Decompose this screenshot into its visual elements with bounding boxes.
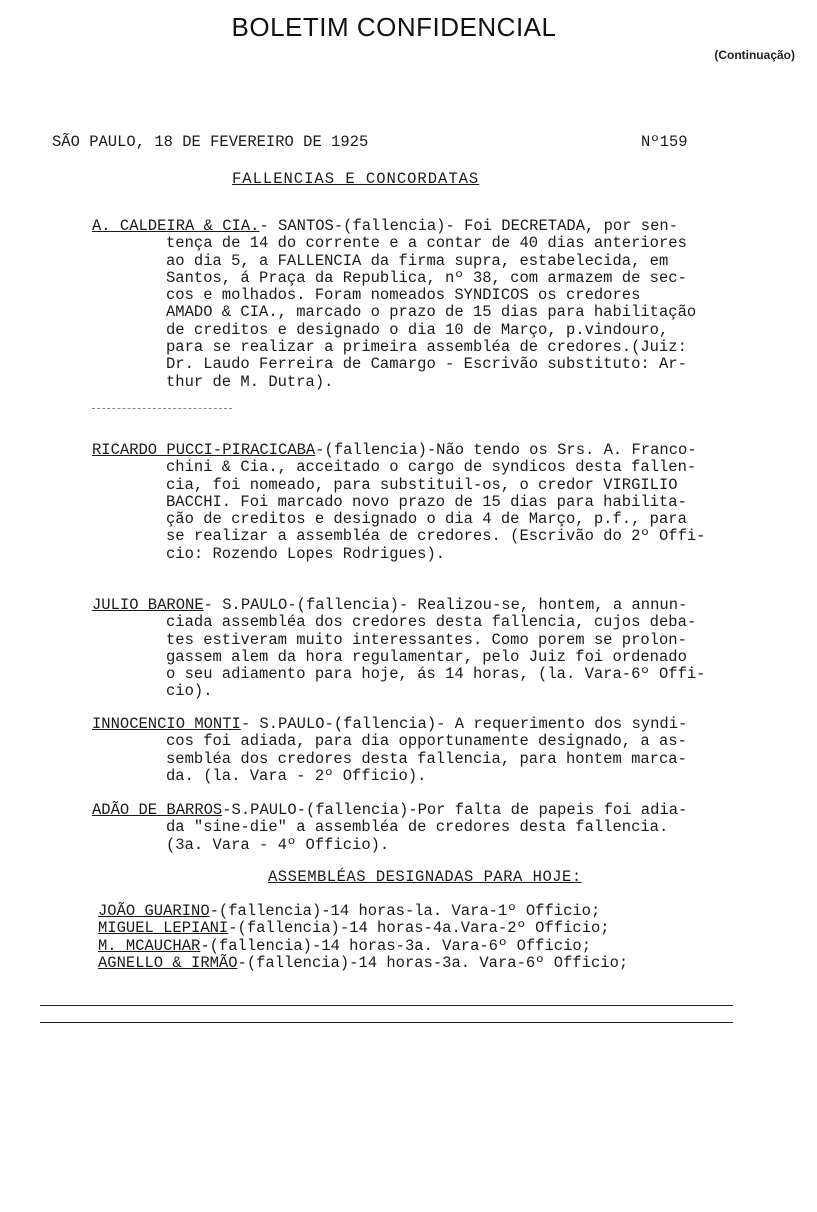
entry-barros xyxy=(92,802,774,854)
entry-barone xyxy=(92,597,774,701)
list-item xyxy=(98,938,628,955)
entry-line: cos foi adiada, para dia opportunamente designado, a as- xyxy=(166,732,687,751)
section-heading: FALLENCIAS E CONCORDATAS xyxy=(232,170,480,188)
entry-line: BACCHI. Foi marcado novo prazo de 15 dias para habilita- xyxy=(166,492,687,511)
entry-line: ciada assembléa dos credores desta fallencia, cujos deba- xyxy=(166,613,697,632)
entry-line: ao dia 5, a FALLENCIA da firma supra, estabelecida, em xyxy=(166,251,669,270)
assembly-detail: -(fallencia)-14 horas-4a.Vara-2º Officio; xyxy=(228,919,610,938)
entry-line: para se realizar a primeira assembléa de credores.(Juiz: xyxy=(166,338,687,357)
entry-lead: - S.PAULO-(fallencia)- Realizou-se, hontem, a annun- xyxy=(203,596,688,614)
entry-line: (3a. Vara - 4º Officio). xyxy=(166,835,390,854)
entry-name: ADÃO DE BARROS xyxy=(92,801,223,819)
entry-line: de creditos e designado o dia 10 de Março, p.vindouro, xyxy=(166,320,669,339)
assembly-name: JOÃO GUARINO xyxy=(98,902,210,920)
entry-line: cos e molhados. Foram nomeados SYNDICOS os credores xyxy=(166,286,641,305)
entry-line: sembléa dos credores desta fallencia, para hontem marca- xyxy=(166,749,687,768)
entry-line: da "sine-die" a assembléa de credores desta fallencia. xyxy=(166,818,669,837)
entry-pucci xyxy=(92,442,774,563)
entry-line: thur de M. Dutra). xyxy=(166,372,334,391)
assembly-detail: -(fallencia)-14 horas-3a. Vara-6º Officio; xyxy=(200,936,591,955)
assemblies-list xyxy=(98,903,628,972)
entry-line: cia, foi nomeado, para substituil-os, o credor VIRGILIO xyxy=(166,475,678,494)
entry-line: ção de creditos e designado o dia 4 de Março, p.f., para xyxy=(166,510,687,529)
entry-name: A. CALDEIRA & CIA. xyxy=(92,217,260,235)
entry-line: cio: Rozendo Lopes Rodrigues). xyxy=(166,544,446,563)
issue-number: Nº159 xyxy=(641,133,688,151)
bottom-rule-top xyxy=(40,1005,733,1006)
entry-line: tes estiveram muito interessantes. Como porem se prolon- xyxy=(166,630,687,649)
entry-lead: - S.PAULO-(fallencia)- A requerimento dos syndi- xyxy=(240,715,688,733)
list-item xyxy=(98,955,628,972)
entry-line: se realizar a assembléa de credores. (Escrivão do 2º Offi- xyxy=(166,527,706,546)
entry-lead: - SANTOS-(fallencia)- Foi DECRETADA, por sen- xyxy=(259,217,679,235)
assembly-name: MIGUEL LEPIANI xyxy=(98,919,229,938)
assemblies-heading: ASSEMBLÉAS DESIGNADAS PARA HOJE: xyxy=(268,868,582,886)
entry-monti xyxy=(92,716,774,785)
entry-lead: -(fallencia)-Não tendo os Srs. A. Franco- xyxy=(315,441,697,459)
entry-line: gassem alem da hora regulamentar, pelo Juiz foi ordenado xyxy=(166,647,687,666)
entry-line: cio). xyxy=(166,682,213,701)
entry-caldeira xyxy=(92,218,774,391)
assembly-detail: -(fallencia)-14 horas-la. Vara-1º Officio; xyxy=(209,902,601,920)
dateline: SÃO PAULO, 18 DE FEVEREIRO DE 1925 xyxy=(52,133,369,151)
entry-line: o seu adiamento para hoje, ás 14 horas, (la. Vara-6º Offi- xyxy=(166,665,706,684)
entry-name: INNOCENCIO MONTI xyxy=(92,715,241,733)
entry-line: AMADO & CIA., marcado o prazo de 15 dias para habilitação xyxy=(166,303,697,322)
entry-lead: -S.PAULO-(fallencia)-Por falta de papeis foi adia- xyxy=(222,801,688,819)
assembly-name: M. MCAUCHAR xyxy=(98,936,201,955)
entry-line: da. (la. Vara - 2º Officio). xyxy=(166,766,427,785)
assembly-detail: -(fallencia)-14 horas-3a. Vara-6º Officio; xyxy=(237,953,629,972)
dashed-separator xyxy=(92,408,232,409)
entry-name: RICARDO PUCCI-PIRACICABA xyxy=(92,441,316,459)
page-title: BOLETIM CONFIDENCIAL xyxy=(231,12,557,42)
entry-line: Santos, á Praça da Republica, nº 38, com armazem de sec- xyxy=(166,268,687,287)
entry-line: Dr. Laudo Ferreira de Camargo - Escrivão substituto: Ar- xyxy=(166,355,687,374)
continuation-label: (Continuação) xyxy=(714,48,795,62)
entry-name: JULIO BARONE xyxy=(92,596,204,614)
bottom-rule-bottom xyxy=(40,1022,733,1023)
list-item xyxy=(98,920,628,937)
assembly-name: AGNELLO & IRMÃO xyxy=(98,953,238,972)
list-item xyxy=(98,903,628,920)
entry-line: tença de 14 do corrente e a contar de 40 dias anteriores xyxy=(166,234,687,253)
entry-line: chini & Cia., acceitado o cargo de syndicos desta fallen- xyxy=(166,458,697,477)
